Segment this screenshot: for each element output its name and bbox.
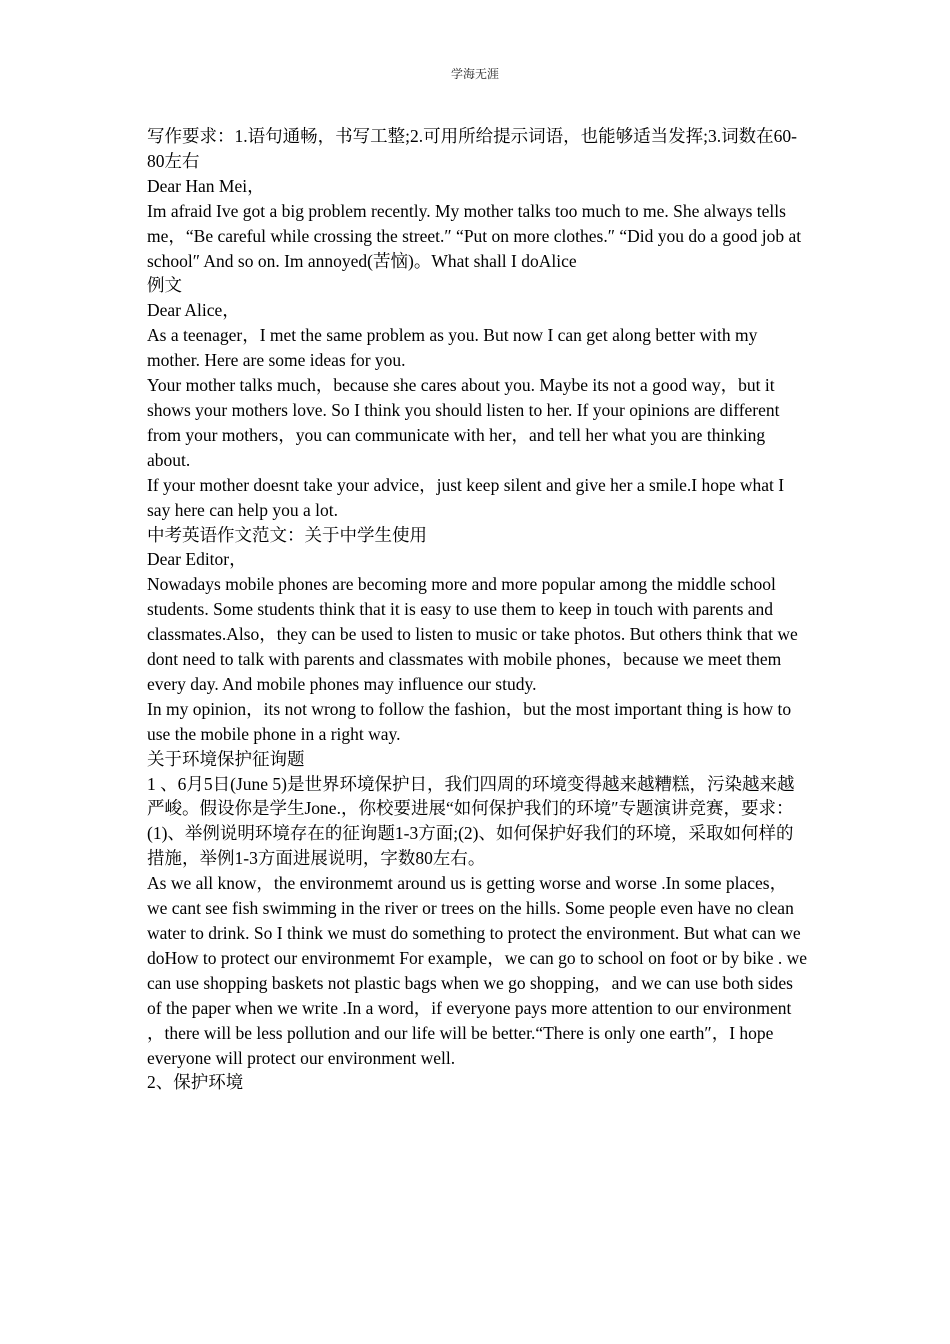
document-body	[147, 124, 807, 1095]
letter-body: Im afraid Ive got a big problem recently. My mother talks too much to me. She always tells me，“Be careful while crossing the street.″ “Put on more clothes.″ “Did you do a good job at school″ And so on. Im annoyed(苦恼)。What shall I doAlice	[147, 200, 802, 271]
reply-paragraph: Your mother talks much，because she cares about you. Maybe its not a good way，but it shows your mothers love. So I think you should listen to her. If your opinions are different from your mothers，you can communicate with her，and tell her what you are thinking about.	[147, 375, 780, 470]
task-prompt: 1 、6月5日(June 5)是世界环境保护日，我们四周的环境变得越来越糟糕，污染越来越严峻。假设你是学生Jone.，你校要进展“如何保护我们的环境″专题演讲竞赛，要求：(1)、举例说明环境存在的征询题1-3方面;(2)、如何保护好我们的环境，采取如何样的措施，举例1-3方面进展说明，字数80左右。	[147, 773, 795, 869]
editor-greeting: Dear Editor，	[147, 549, 247, 570]
section-heading: 中考英语作文范文：关于中学生使用	[147, 524, 427, 545]
essay-paragraph: Nowadays mobile phones are becoming more and more popular among the middle school students. Some students think that it is easy to use them to keep in touch with parents and classmates.Also，they can be used to listen to music or take photos. But others think that we dont need to talk with parents and classmates with mobile phones，because we meet them every day. And mobile phones may influence our study.	[147, 574, 798, 694]
reply-paragraph: If your mother doesnt take your advice，just keep silent and give her a smile.I hope what I say here can help you a lot.	[147, 474, 785, 520]
writing-requirements: 写作要求：1.语句通畅，书写工整;2.可用所给提示词语，也能够适当发挥;3.词数在60-80左右	[147, 126, 797, 171]
letter-greeting: Dear Han Mei，	[147, 175, 265, 196]
essay-paragraph: As we all know，the environmemt around us is getting worse and worse .In some places，we cant see fish swimming in the river or trees on the hills. Some people even have no clean water to drink. So I think we must do something to protect the environment. But what can we doHow to protect our environmemt For example，we can go to school on foot or by bike . we can use shopping baskets not plastic bags when we go shopping，and we can use both sides of the paper when we write .In a word，if everyone pays more attention to our environment ，there will be less pollution and our life will be better.“There is only one earth″，I hope everyone will protect our environment well.	[147, 873, 807, 1068]
page-header: 学海无涯	[450, 67, 499, 81]
reply-paragraph: As a teenager，I met the same problem as you. But now I can get along better with my mother. Here are some ideas for you.	[147, 325, 758, 371]
section-heading: 例文	[147, 275, 182, 296]
essay-paragraph: In my opinion，its not wrong to follow the fashion，but the most important thing is how to use the mobile phone in a right way.	[147, 698, 792, 744]
section-heading: 2、保护环境	[147, 1072, 244, 1093]
section-heading: 关于环境保护征询题	[147, 748, 305, 769]
reply-greeting: Dear Alice，	[147, 300, 240, 321]
